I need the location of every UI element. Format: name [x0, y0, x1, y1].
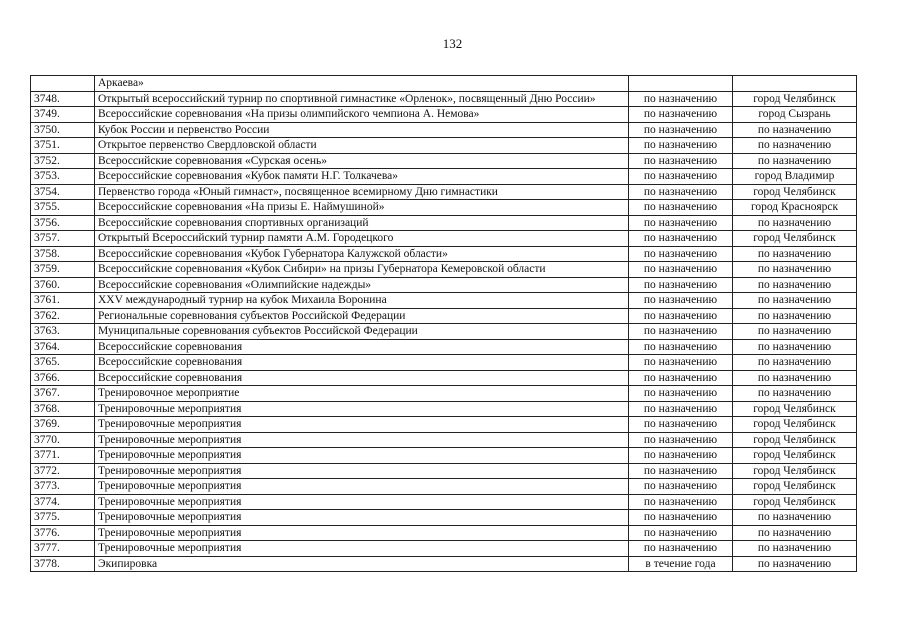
event-name-cell: Всероссийские соревнования «Олимпийские надежды» [95, 277, 629, 293]
event-name-cell: Открытый Всероссийский турнир памяти А.М. Городецкого [95, 231, 629, 247]
event-time-cell: по назначению [629, 138, 733, 154]
row-number-cell: 3776. [31, 525, 95, 541]
event-place-cell: по назначению [733, 138, 857, 154]
table-row [31, 184, 857, 200]
row-number-cell: 3772. [31, 463, 95, 479]
event-time-cell: в течение года [629, 556, 733, 572]
table-row [31, 401, 857, 417]
event-place-cell: город Челябинск [733, 432, 857, 448]
event-place-cell: город Челябинск [733, 448, 857, 464]
event-name-cell: Тренировочное мероприятие [95, 386, 629, 402]
row-number-cell: 3774. [31, 494, 95, 510]
event-name-cell: Тренировочные мероприятия [95, 448, 629, 464]
event-time-cell: по назначению [629, 463, 733, 479]
table-row [31, 138, 857, 154]
event-name-cell: Аркаева» [95, 76, 629, 92]
table-row [31, 200, 857, 216]
event-time-cell: по назначению [629, 169, 733, 185]
event-time-cell [629, 76, 733, 92]
row-number-cell: 3764. [31, 339, 95, 355]
event-name-cell: Тренировочные мероприятия [95, 463, 629, 479]
event-time-cell: по назначению [629, 200, 733, 216]
event-place-cell: по назначению [733, 153, 857, 169]
row-number-cell: 3768. [31, 401, 95, 417]
table-row [31, 479, 857, 495]
event-name-cell: Всероссийские соревнования «Сурская осень» [95, 153, 629, 169]
table-row [31, 510, 857, 526]
row-number-cell: 3750. [31, 122, 95, 138]
event-place-cell: по назначению [733, 246, 857, 262]
event-place-cell: по назначению [733, 308, 857, 324]
table-row [31, 169, 857, 185]
table-row [31, 463, 857, 479]
event-name-cell: Тренировочные мероприятия [95, 417, 629, 433]
event-name-cell: Тренировочные мероприятия [95, 432, 629, 448]
event-time-cell: по назначению [629, 432, 733, 448]
event-place-cell: по назначению [733, 262, 857, 278]
event-name-cell: Всероссийские соревнования [95, 355, 629, 371]
table-row [31, 215, 857, 231]
event-name-cell: Всероссийские соревнования «Кубок Сибири» на призы Губернатора Кемеровской области [95, 262, 629, 278]
table-row [31, 91, 857, 107]
event-name-cell: Всероссийские соревнования [95, 370, 629, 386]
event-place-cell: по назначению [733, 215, 857, 231]
event-place-cell: город Челябинск [733, 231, 857, 247]
row-number-cell: 3762. [31, 308, 95, 324]
table-row [31, 432, 857, 448]
table-row [31, 293, 857, 309]
event-time-cell: по назначению [629, 91, 733, 107]
event-place-cell: город Челябинск [733, 494, 857, 510]
row-number-cell: 3760. [31, 277, 95, 293]
row-number-cell: 3759. [31, 262, 95, 278]
event-name-cell: Тренировочные мероприятия [95, 479, 629, 495]
event-place-cell: по назначению [733, 293, 857, 309]
event-name-cell: Тренировочные мероприятия [95, 541, 629, 557]
event-time-cell: по назначению [629, 386, 733, 402]
event-time-cell: по назначению [629, 308, 733, 324]
table-row [31, 76, 857, 92]
event-name-cell: Тренировочные мероприятия [95, 510, 629, 526]
event-time-cell: по назначению [629, 246, 733, 262]
event-place-cell: по назначению [733, 541, 857, 557]
event-name-cell: Всероссийские соревнования спортивных организаций [95, 215, 629, 231]
event-time-cell: по назначению [629, 479, 733, 495]
event-place-cell: по назначению [733, 525, 857, 541]
row-number-cell: 3756. [31, 215, 95, 231]
event-name-cell: Тренировочные мероприятия [95, 494, 629, 510]
event-place-cell: по назначению [733, 355, 857, 371]
row-number-cell: 3767. [31, 386, 95, 402]
event-time-cell: по назначению [629, 541, 733, 557]
table-row [31, 355, 857, 371]
event-name-cell: Всероссийские соревнования «На призы Е. Наймушиной» [95, 200, 629, 216]
row-number-cell: 3761. [31, 293, 95, 309]
event-time-cell: по назначению [629, 293, 733, 309]
event-name-cell: XXV международный турнир на кубок Михаила Воронина [95, 293, 629, 309]
row-number-cell: 3749. [31, 107, 95, 123]
row-number-cell: 3758. [31, 246, 95, 262]
event-place-cell: город Владимир [733, 169, 857, 185]
row-number-cell: 3777. [31, 541, 95, 557]
event-name-cell: Всероссийские соревнования «На призы олимпийского чемпиона А. Немова» [95, 107, 629, 123]
events-table-body [31, 76, 857, 572]
event-place-cell: город Челябинск [733, 463, 857, 479]
table-row [31, 525, 857, 541]
event-time-cell: по назначению [629, 417, 733, 433]
row-number-cell: 3757. [31, 231, 95, 247]
event-place-cell: по назначению [733, 556, 857, 572]
table-row [31, 308, 857, 324]
row-number-cell: 3775. [31, 510, 95, 526]
table-row [31, 386, 857, 402]
event-name-cell: Всероссийские соревнования «Кубок памяти Н.Г. Толкачева» [95, 169, 629, 185]
event-place-cell: город Челябинск [733, 401, 857, 417]
row-number-cell: 3754. [31, 184, 95, 200]
event-time-cell: по назначению [629, 107, 733, 123]
event-time-cell: по назначению [629, 355, 733, 371]
event-place-cell: город Челябинск [733, 479, 857, 495]
row-number-cell: 3753. [31, 169, 95, 185]
event-place-cell: город Челябинск [733, 91, 857, 107]
event-time-cell: по назначению [629, 510, 733, 526]
event-time-cell: по назначению [629, 339, 733, 355]
event-time-cell: по назначению [629, 525, 733, 541]
event-name-cell: Региональные соревнования субъектов Российской Федерации [95, 308, 629, 324]
row-number-cell: 3763. [31, 324, 95, 340]
row-number-cell: 3751. [31, 138, 95, 154]
table-row [31, 246, 857, 262]
row-number-cell: 3769. [31, 417, 95, 433]
row-number-cell: 3748. [31, 91, 95, 107]
event-place-cell: город Челябинск [733, 184, 857, 200]
row-number-cell: 3773. [31, 479, 95, 495]
row-number-cell: 3752. [31, 153, 95, 169]
row-number-cell: 3755. [31, 200, 95, 216]
table-row [31, 324, 857, 340]
event-place-cell: по назначению [733, 277, 857, 293]
event-place-cell: по назначению [733, 386, 857, 402]
event-time-cell: по назначению [629, 448, 733, 464]
event-time-cell: по назначению [629, 277, 733, 293]
event-time-cell: по назначению [629, 494, 733, 510]
event-name-cell: Всероссийские соревнования [95, 339, 629, 355]
event-name-cell: Кубок России и первенство России [95, 122, 629, 138]
table-row [31, 153, 857, 169]
event-name-cell: Тренировочные мероприятия [95, 401, 629, 417]
event-time-cell: по назначению [629, 231, 733, 247]
event-name-cell: Тренировочные мероприятия [95, 525, 629, 541]
event-place-cell: по назначению [733, 324, 857, 340]
table-row [31, 417, 857, 433]
event-time-cell: по назначению [629, 324, 733, 340]
row-number-cell: 3771. [31, 448, 95, 464]
event-name-cell: Экипировка [95, 556, 629, 572]
event-time-cell: по назначению [629, 370, 733, 386]
table-row [31, 370, 857, 386]
table-row [31, 262, 857, 278]
event-place-cell: по назначению [733, 339, 857, 355]
row-number-cell [31, 76, 95, 92]
event-place-cell: город Красноярск [733, 200, 857, 216]
event-place-cell: по назначению [733, 370, 857, 386]
table-row [31, 494, 857, 510]
event-name-cell: Первенство города «Юный гимнаст», посвященное всемирному Дню гимнастики [95, 184, 629, 200]
event-place-cell: по назначению [733, 122, 857, 138]
page-number: 132 [442, 36, 463, 51]
table-row [31, 277, 857, 293]
table-row [31, 231, 857, 247]
table-row [31, 339, 857, 355]
event-name-cell: Открытое первенство Свердловской области [95, 138, 629, 154]
table-row [31, 541, 857, 557]
table-row [31, 107, 857, 123]
table-row [31, 122, 857, 138]
event-time-cell: по назначению [629, 122, 733, 138]
event-time-cell: по назначению [629, 153, 733, 169]
events-table [30, 75, 857, 572]
row-number-cell: 3778. [31, 556, 95, 572]
row-number-cell: 3766. [31, 370, 95, 386]
event-time-cell: по назначению [629, 184, 733, 200]
event-place-cell: город Сызрань [733, 107, 857, 123]
event-name-cell: Муниципальные соревнования субъектов Российской Федерации [95, 324, 629, 340]
row-number-cell: 3765. [31, 355, 95, 371]
event-time-cell: по назначению [629, 262, 733, 278]
event-time-cell: по назначению [629, 215, 733, 231]
row-number-cell: 3770. [31, 432, 95, 448]
event-name-cell: Всероссийские соревнования «Кубок Губернатора Калужской области» [95, 246, 629, 262]
event-time-cell: по назначению [629, 401, 733, 417]
table-row [31, 448, 857, 464]
event-name-cell: Открытый всероссийский турнир по спортивной гимнастике «Орленок», посвященный Дню России» [95, 91, 629, 107]
event-place-cell: по назначению [733, 510, 857, 526]
event-place-cell: город Челябинск [733, 417, 857, 433]
event-place-cell [733, 76, 857, 92]
table-row [31, 556, 857, 572]
